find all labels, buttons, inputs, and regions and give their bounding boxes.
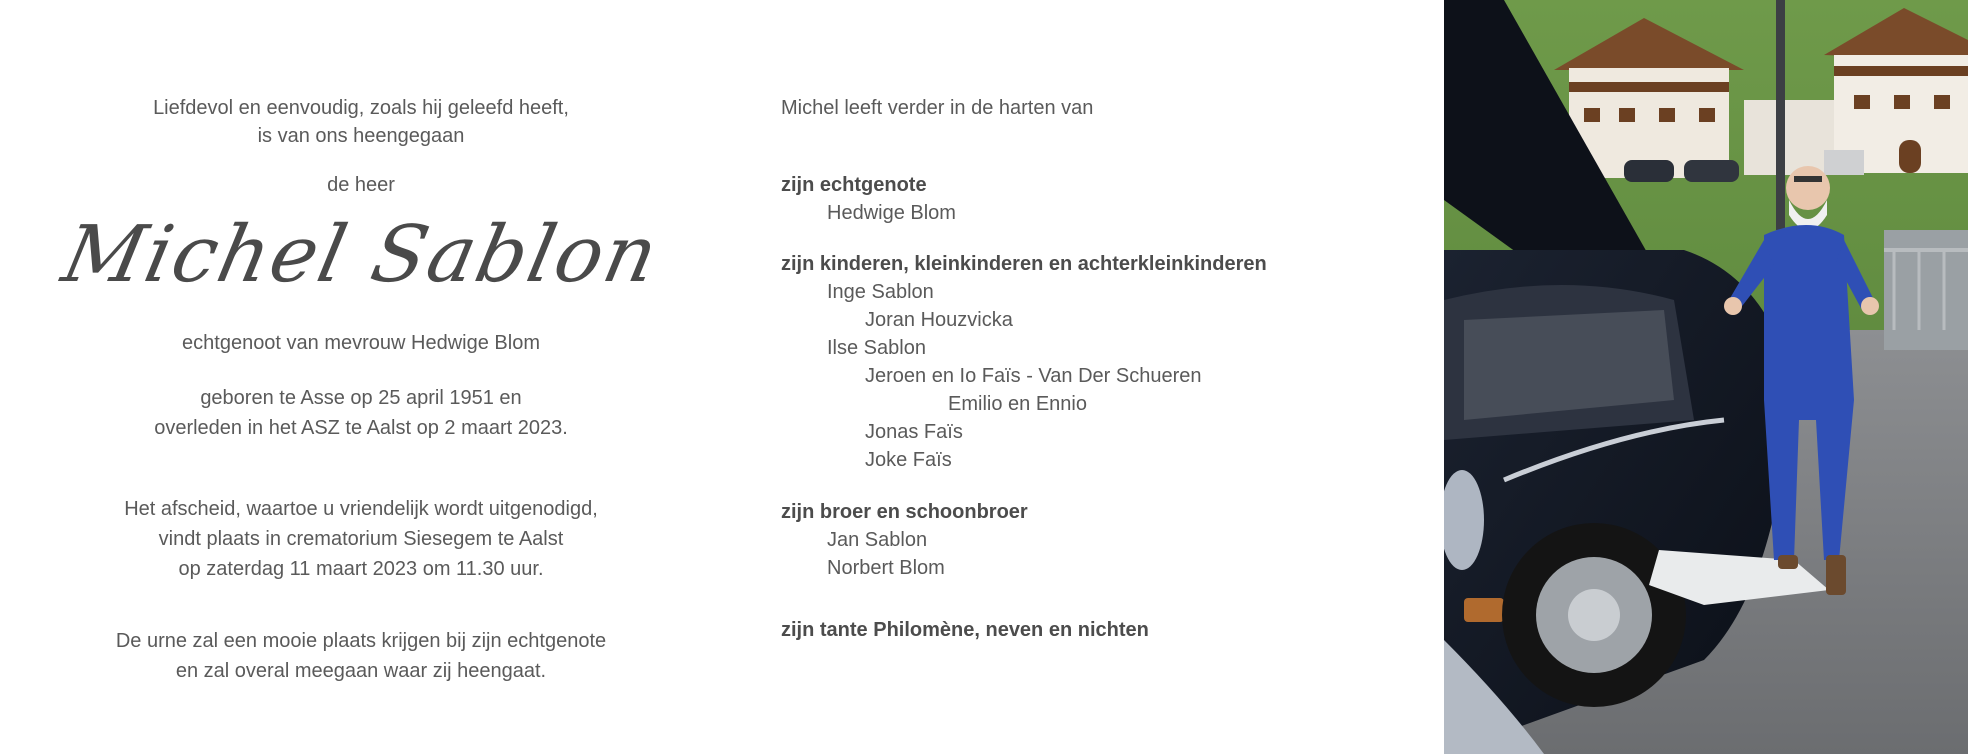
birth-line: geboren te Asse op 25 april 1951 en	[200, 387, 522, 409]
siblings-heading: zijn broer en schoonbroer	[781, 501, 1028, 523]
family-member: Jan Sablon	[827, 529, 928, 551]
urn-line-1: De urne zal een mooie plaats krijgen bij zijn echtgenote	[115, 630, 607, 652]
title-line: de heer	[327, 174, 395, 196]
family-member: Ilse Sablon	[827, 337, 926, 359]
family-member: Joke Faïs	[865, 449, 952, 471]
family-member: Emilio en Ennio	[948, 393, 1087, 415]
family-member: Jeroen en Io Faïs - Van Der Schueren	[865, 365, 1202, 387]
spouse-line: echtgenoot van mevrouw Hedwige Blom	[182, 332, 540, 354]
portrait-photo	[1444, 0, 1968, 754]
farewell-line-2: vindt plaats in crematorium Siesegem te Aalst	[158, 528, 564, 550]
deceased-name-signature: Michel Sablon	[55, 210, 667, 300]
family-member: Jonas Faïs	[865, 421, 963, 443]
intro-line-2: is van ons heengegaan	[257, 125, 465, 147]
death-line: overleden in het ASZ te Aalst op 2 maart 2023.	[154, 417, 568, 439]
intro-line-1: Liefdevol en eenvoudig, zoals hij geleefd heeft,	[153, 97, 569, 119]
farewell-line-3: op zaterdag 11 maart 2023 om 11.30 uur.	[178, 558, 544, 580]
farewell-line-1: Het afscheid, waartoe u vriendelijk wordt uitgenodigd,	[124, 498, 598, 520]
children-heading: zijn kinderen, kleinkinderen en achterkleinkinderen	[781, 253, 1267, 275]
family-member: Joran Houzvicka	[865, 309, 1013, 331]
spouse-name: Hedwige Blom	[827, 202, 956, 224]
spouse-heading: zijn echtgenote	[781, 174, 927, 196]
announcement-column	[0, 0, 722, 754]
family-member: Inge Sablon	[827, 281, 934, 303]
urn-line-2: en zal overal meegaan waar zij heengaat.	[175, 660, 547, 682]
aunt-line: zijn tante Philomène, neven en nichten	[781, 619, 1149, 641]
family-column	[781, 0, 1401, 754]
family-intro: Michel leeft verder in de harten van	[781, 97, 1094, 119]
family-member: Norbert Blom	[827, 557, 945, 579]
